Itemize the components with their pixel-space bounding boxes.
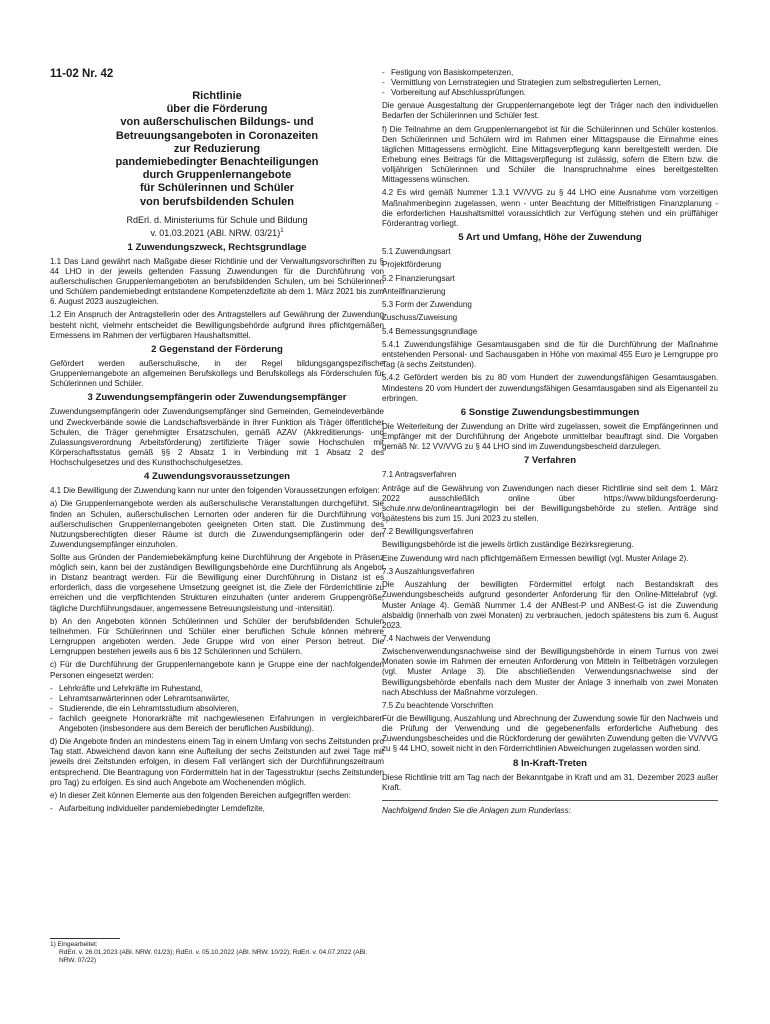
list-item: - Lehramtsanwärterinnen oder Lehramtsanwärter, [50, 694, 384, 704]
paragraph-7-2-a: Bewilligungsbehörde ist die jeweils örtlich zuständige Bezirksregierung. [382, 540, 634, 550]
content-areas-list [50, 804, 384, 814]
label-7-4: 7.4 Nachweis der Verwendung [382, 633, 491, 643]
decree-date: v. 01.03.2021 (ABl. NRW. 03/21) [150, 227, 281, 238]
annex-note: Nachfolgend finden Sie die Anlagen zum Runderlass: [382, 800, 718, 816]
paragraph-7-2-b: Eine Zuwendung wird nach pflichtgemäßem Ermessen bewilligt (vgl. Muster Anlage 2). [382, 553, 689, 563]
section-7-heading: 7 Verfahren [523, 455, 577, 467]
list-item: - Aufarbeitung individueller pandemiebedingter Lerndefizite, [50, 804, 384, 814]
paragraph-7-1: Anträge auf die Gewährung von Zuwendungen nach dieser Richtlinie sind seit dem 1. März 2022 ausschließlich online über https://www.bildungsfoerderung-schule.nrw.de/onlineantrag#login bei der Bewilligungsbehörde zu stellen. Anträge sind spätestens bis zum 15. Juni 2023 zu stellen. [382, 483, 718, 523]
decree-line-1: RdErl. d. Ministeriums für Schule und Bildung [126, 214, 308, 225]
list-item: - Vorbereitung auf Abschlussprüfungen. [382, 88, 718, 98]
paragraph-4-1-e: e) In dieser Zeit können Elemente aus den folgenden Bereichen aufgegriffen werden: [50, 790, 351, 800]
paragraph-4-1-b: b) An den Angeboten können Schülerinnen und Schüler der berufsbildenden Schulen teilnehmen. Für Schülerinnen und Schüler einer beruflichen Schule können mehrere Lerngruppen angeboten werden. Jede Gruppe wird von einer Person betreut. Die Lerngruppen bestehen jeweils aus 6 bis 12 Schülerinnen und Schülern. [50, 616, 384, 657]
title-line: über die Förderung [166, 103, 268, 116]
section-2-heading: 2 Gegenstand der Förderung [151, 343, 283, 355]
paragraph-4-1-e-2: Die genaue Ausgestaltung der Gruppenlernangebote legt der Träger nach den individuellen Bedarfen der Schülerinnen und Schüler fest. [382, 101, 718, 121]
footnote-label: 1) Eingearbeitet: [50, 941, 98, 948]
paragraph-7-5: Für die Bewilligung, Auszahlung und Abrechnung der Zuwendung sowie für den Nachweis und die Prüfung der Verwendung und die gegebenenfalls erforderliche Aufhebung des Zuwendungsbescheides und die Rückforderung der gewährten Zuwendung gelten die VV/VVG zu § 44 LHO, soweit nicht in den Förderrichtlinien Abweichungen zugelassen worden sind. [382, 714, 718, 754]
label-5-2: 5.2 Finanzierungsart [382, 273, 455, 283]
label-5-3: 5.3 Form der Zuwendung [382, 300, 472, 310]
paragraph-4-2: 4.2 Es wird gemäß Nummer 1.3.1 VV/VVG zu § 44 LHO eine Ausnahme vom vorzeitigen Maßnahmenbeginn zugelassen, wenn - unter Beachtung der Mittelfristigen Finanzplanung - die erforderlichen Haushaltsmittel voraussichtlich zur Verfügung stehen und ein prüffähiger Förderantrag vorliegt. [382, 188, 718, 228]
label-5-4: 5.4 Bemessungsgrundlage [382, 326, 478, 336]
staff-list [50, 684, 384, 734]
paragraph-4-1: 4.1 Die Bewilligung der Zuwendung kann nur unter den folgenden Voraussetzungen erfolgen: [50, 486, 380, 496]
label-7-3: 7.3 Auszahlungsverfahren [382, 567, 475, 577]
value-5-3: Zuschuss/Zuweisung [382, 313, 458, 323]
paragraph-4-1-f: f) Die Teilnahme an dem Gruppenlernangebot ist für die Schülerinnen und Schüler kostenlos. Den Schülerinnen und Schülern wird im Rahmen einer Mittagspause die Einnahme eines täglichen Mittagessens ermöglicht. Eine Mittagsverpflegung kann bereitgestellt werden. Die Erhebung eines Beitrags für die Mittagsverpflegung ist zulässig, sofern die Eltern bzw. die volljährigen Schülerinnen und Schüler die Inanspruchnahme eines bereitgestellten Mittagessens wünschen. [382, 124, 718, 185]
list-item: - Festigung von Basiskompetenzen, [382, 68, 718, 78]
footnote [50, 941, 384, 965]
section-6-heading: 6 Sonstige Zuwendungsbestimmungen [460, 406, 640, 418]
section-3-heading: 3 Zuwendungsempfängerin oder Zuwendungsempfänger [87, 392, 347, 404]
paragraph-6: Die Weiterleitung der Zuwendung an Dritte wird zugelassen, soweit die Empfängerinnen und Empfänger mit der Durchführung der Angebote unmittelbar beauftragt sind. Die Vorgaben gemäß Nr. 12 VV/VVG zu § 44 LHO sind im Zuwendungsbescheid darzulegen. [382, 421, 718, 452]
section-4-heading: 4 Zuwendungsvoraussetzungen [143, 471, 291, 483]
label-7-5: 7.5 Zu beachtende Vorschriften [382, 700, 493, 710]
list-item: - Vermittlung von Lernstrategien und Strategien zum selbstregulierten Lernen, [382, 78, 718, 88]
paragraph-4-1-d: d) Die Angebote finden an mindestens einem Tag in einem Umfang von sechs Zeitstunden pro Tag statt. Abweichend davon kann eine Aufteilung der sechs Zeitstunden auf zwei Tage mit jeweils drei Zeitstunden erfolgen, in diesem Fall verlängert sich der Durchführungszeitraum entsprechend. Die Beantragung von Fördermitteln hat in der Tagesstruktur (sechs Zeitstunden pro Tag) zu erfolgen. Es sind auch Angebote am Wochenenden möglich. [50, 737, 384, 787]
paragraph-2: Gefördert werden außerschulische, in der Regel bildungsgangspezifische Gruppenlernangebote an allgemeinen Berufskollegs und Berufskollegs als Förderschulen für Schülerinnen und Schüler. [50, 358, 384, 389]
value-5-1: Projektförderung [382, 260, 442, 270]
list-item: - Studierende, die ein Lehramtsstudium absolvieren, [50, 704, 384, 714]
content-areas-list-continued [382, 68, 718, 98]
paragraph-1-1: 1.1 Das Land gewährt nach Maßgabe dieser Richtlinie und der Verwaltungsvorschriften zu § 44 LHO in der jeweils geltenden Fassung Zuwendungen für die Durchführung von außerschulischen Gruppenlernangeboten an berufsbildenden Schulen, um bei Schülerinnen und Schülern pandemiebedingt entstandene Kompetenzdefizite ab dem 1. März 2021 bis zum 6. August 2023 auszugleichen. [50, 256, 384, 307]
list-item: - Lehrkräfte und Lehrkräfte im Ruhestand, [50, 684, 384, 694]
footnote-divider [50, 938, 120, 939]
paragraph-7-4: Zwischenverwendungsnachweise sind der Bewilligungsbehörde in einem Turnus von zwei Monaten sowie im Rahmen der erneuten Anforderung von Mitteln in Teilbeträgen vorzulegen (vgl. Muster Anlage 3). Die abschließenden Verwendungsnachweise sind der Bewilligungsbehörde ebenfalls nach dem Muster der Anlage 3 innerhalb von zwei Monaten nach Abschluss der Maßnahme vorzulegen. [382, 647, 718, 697]
paragraph-4-1-a-2: Sollte aus Gründen der Pandemiebekämpfung keine Durchführung der Angebote in Präsenz möglich sein, kann bei der zuständigen Bewilligungsbehörde eine Durchführung als Angebot in Distanz beantragt werden. Für die Bewilligung einer Durchführung in Distanz ist es erforderlich, dass die vorgesehene Umsetzung geeignet ist, die Ziele der Förderrichtlinie zu erreichen und die verpflichtenden Strukturen einzuhalten (unter anderem Gruppengröße, tägliche Durchführungsdauer, angemessene Betreuungsleistung und -intensität). [50, 553, 384, 613]
decree-reference [50, 215, 384, 239]
title-line: pandemiebedingter Benachteiligungen [115, 156, 319, 169]
title-line: Betreuungsangeboten in Coronazeiten [115, 129, 319, 142]
title-line: von berufsbildenden Schulen [139, 195, 295, 208]
title-line: durch Gruppenlernangebote [142, 169, 292, 182]
label-5-1: 5.1 Zuwendungsart [382, 246, 451, 256]
title-line: Richtlinie [192, 90, 242, 102]
section-1-heading: 1 Zuwendungszweck, Rechtsgrundlage [127, 241, 307, 253]
list-item: - fachlich geeignete Honorarkräfte mit nachgewiesenen Erfahrungen in vergleichbaren Angeboten (insbesondere aus dem Bereich der beruflichen Ausbildung). [50, 714, 384, 734]
footnote-text: RdErl. v. 26.01.2023 (ABl. NRW. 01/23); RdErl. v. 05.10.2022 (ABl. NRW. 10/22); RdErl. v. 04.07.2022 (ABl. NRW. 07/22) [59, 949, 368, 964]
label-7-1: 7.1 Antragsverfahren [382, 470, 457, 480]
paragraph-3: Zuwendungsempfängerin oder Zuwendungsempfänger sind Gemeinden, Gemeindeverbände und Zweckverbände sowie die Landschaftsverbände in ihrer Funktion als Träger öffentlicher Schulen, die Träger genehmigter Ersatzschulen, gemäß AZAV (Akkreditierungs- und Zulassungsverordnung Arbeitsförderung) zertifizierte Träger sowie Hochschulen mit Körperschaftsstatus gemäß §§ 2 Absatz 1 in Verbindung mit 1 Absatz 2 des Hochschulgesetzes und des Kunsthochschulgesetzes. [50, 407, 384, 467]
value-5-2: Anteilfinanzierung [382, 286, 446, 296]
paragraph-5-4-2: 5.4.2 Gefördert werden bis zu 80 vom Hundert der zuwendungsfähigen Gesamtausgaben. Mindestens 20 vom Hundert der zuwendungsfähigen Gesamtausgaben sind als Eigenanteil zu erbringen. [382, 373, 718, 403]
right-column [382, 68, 718, 819]
title-line: für Schülerinnen und Schüler [139, 182, 295, 195]
section-8-heading: 8 In-Kraft-Treten [512, 757, 588, 769]
decree-line-2 [50, 226, 384, 239]
paragraph-5-4-1: 5.4.1 Zuwendungsfähige Gesamtausgaben sind die für die Durchführung der Maßnahme entstehenden Personal- und Sachausgaben in Höhe von maximal 455 Euro je Lerngruppe pro Tag (à sechs Zeitstunden). [382, 339, 718, 370]
paragraph-4-1-a: a) Die Gruppenlernangebote werden als außerschulische Veranstaltungen durchgeführt. Sie finden an Schulen, außerschulischen Lernorten oder anderen für die Durchführung von außerschulischen Gruppenlernangeboten geeigneten Orten statt. Die Zustimmung des Nutzungsberechtigten dieser Räume ist durch die Zuwendungsempfängerin oder den Zuwendungsempfänger einzuholen. [50, 499, 384, 549]
title-line: von außerschulischen Bildungs- und [120, 116, 314, 129]
paragraph-8: Diese Richtlinie tritt am Tag nach der Bekanntgabe in Kraft und am 31. Dezember 2023 außer Kraft. [382, 772, 718, 792]
paragraph-4-1-c: c) Für die Durchführung der Gruppenlernangebote kann je Gruppe eine der nachfolgenden Personen eingesetzt werden: [50, 660, 384, 680]
document-number: 11-02 Nr. 42 [50, 68, 114, 80]
paragraph-7-3: Die Auszahlung der bewilligten Fördermittel erfolgt nach Bestandskraft des Zuwendungsbescheids aufgrund gesonderter Anforderung für den Online-Mittelabruf (vgl. Muster Anlage 4). Gemäß Nummer 1.4 der ANBest-P und ANBest-G ist die Zuwendung alsbaldig (innerhalb von zwei Monaten) zu verbrauchen, jedoch spätestens bis zum 6. August 2023. [382, 580, 718, 630]
paragraph-1-2: 1.2 Ein Anspruch der Antragstellerin oder des Antragstellers auf Gewährung der Zuwendung besteht nicht, vielmehr entscheidet die Bewilligungsbehörde aufgrund ihres pflichtgemäßen Ermessens im Rahmen der verfügbaren Haushaltsmittel. [50, 310, 384, 340]
section-5-heading: 5 Art und Umfang, Höhe der Zuwendung [458, 231, 642, 243]
document-title [50, 90, 384, 209]
left-column [50, 68, 384, 817]
footnote-marker: 1 [280, 227, 284, 234]
title-line: zur Reduzierung [173, 142, 261, 155]
label-7-2: 7.2 Bewilligungsverfahren [382, 527, 474, 537]
